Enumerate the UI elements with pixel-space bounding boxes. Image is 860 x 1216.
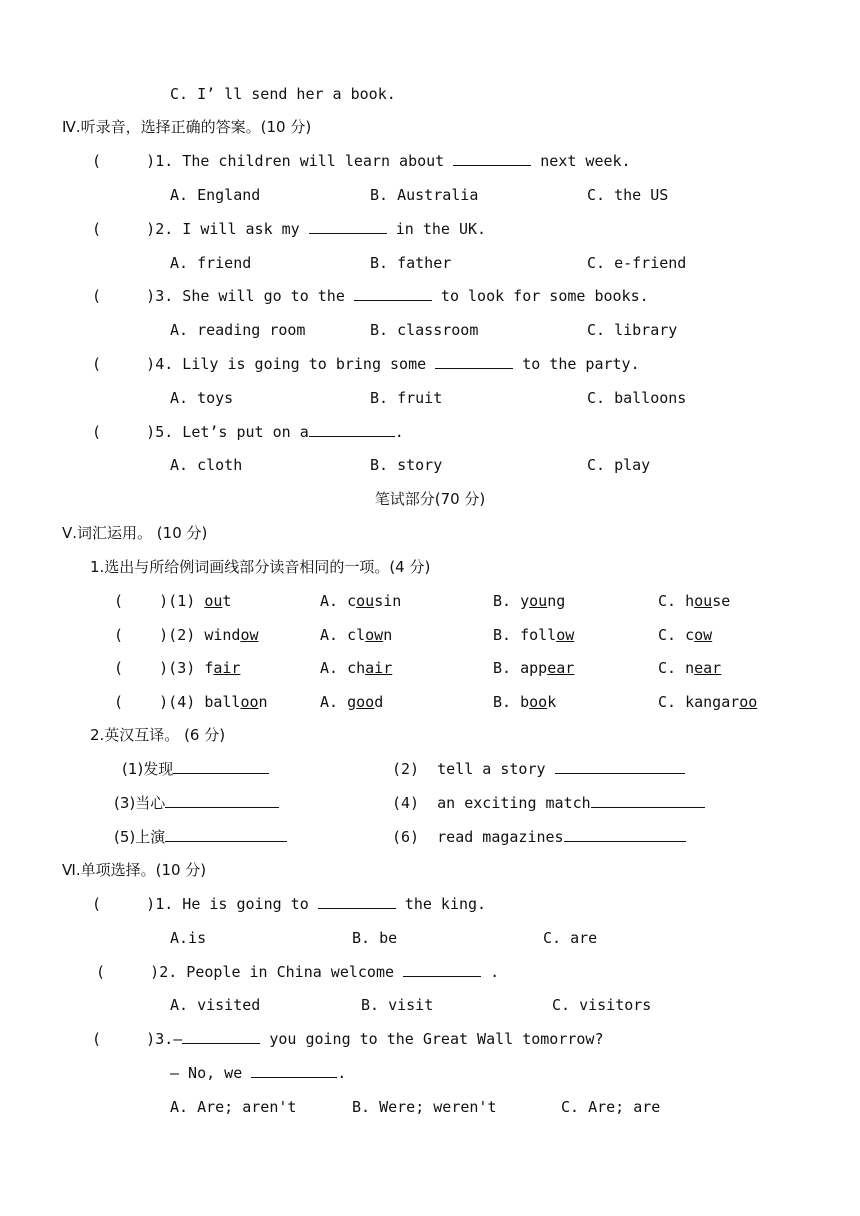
answer-blank[interactable] [173, 759, 269, 774]
option-a: A. chair [320, 659, 393, 677]
answer-blank[interactable] [453, 151, 531, 166]
option-a: A.is [170, 929, 207, 947]
option-b: B. story [370, 456, 443, 474]
answer-blank[interactable] [591, 793, 705, 808]
answer-blank[interactable] [318, 894, 396, 909]
answer-blank[interactable] [435, 354, 513, 369]
option-c: C. house [658, 592, 731, 610]
option-c: C. are [543, 929, 598, 947]
answer-blank[interactable] [165, 827, 287, 842]
answer-blank[interactable] [564, 827, 686, 842]
option-a: A. toys [170, 389, 234, 407]
option-a: A. clown [320, 626, 393, 644]
option-b: B. visit [361, 996, 434, 1014]
option-c: C. library [587, 321, 678, 339]
answer-blank[interactable] [165, 793, 279, 808]
option-a: A. visited [170, 996, 261, 1014]
translate-2: (2) tell a story [392, 759, 685, 779]
translate-4: (4) an exciting match [392, 793, 705, 813]
option-b: B. young [493, 592, 566, 610]
option-a: A. good [320, 693, 384, 711]
option-c: C. near [658, 659, 722, 677]
option-a: A. Are; aren't [170, 1098, 297, 1116]
option-b: B. father [370, 254, 452, 272]
option-c: C. kangaroo [658, 693, 758, 711]
option-a: A. reading room [170, 321, 306, 339]
option-c: C. cow [658, 626, 713, 644]
question-4-2: ( )2. I will ask my in the UK. [92, 220, 487, 238]
translate-6: (6) read magazines [392, 827, 686, 847]
previous-option-c: C. I’ ll send her a book. [170, 85, 396, 103]
option-b: B. follow [493, 626, 575, 644]
option-b: B. Were; weren't [352, 1098, 497, 1116]
part-2-title: 2.英汉互译。 (6 分) [90, 726, 226, 744]
answer-blank[interactable] [309, 422, 395, 437]
option-b: B. Australia [370, 186, 479, 204]
option-a: A. friend [170, 254, 252, 272]
section-6-title: Ⅵ.单项选择。(10 分) [62, 861, 207, 879]
option-a: A. cousin [320, 592, 402, 610]
section-5-title: Ⅴ.词汇运用。 (10 分) [62, 524, 208, 542]
option-b: B. be [352, 929, 398, 947]
question-4-5: ( )5. Let’s put on a . [92, 423, 404, 441]
question-4-1: ( )1. The children will learn about next week. [92, 152, 631, 170]
translate-3: (3)当心 [114, 793, 279, 813]
question-6-2: ( )2. People in China welcome . [96, 963, 500, 981]
phonics-row-4: ( )(4) balloon [114, 693, 268, 711]
option-b: B. appear [493, 659, 575, 677]
option-c: C. e-friend [587, 254, 687, 272]
answer-blank[interactable] [555, 759, 685, 774]
written-part-title: 笔试部分(70 分) [374, 490, 486, 508]
answer-blank[interactable] [309, 219, 387, 234]
answer-blank[interactable] [354, 286, 432, 301]
part-1-title: 1.选出与所给例词画线部分读音相同的一项。(4 分) [90, 558, 431, 576]
phonics-row-1: ( )(1) out [114, 592, 232, 610]
option-b: B. book [493, 693, 557, 711]
answer-blank[interactable] [403, 962, 481, 977]
option-a: A. England [170, 186, 261, 204]
question-6-1: ( )1. He is going to the king. [92, 895, 487, 913]
option-a: A. cloth [170, 456, 243, 474]
answer-blank[interactable] [251, 1063, 337, 1078]
phonics-row-3: ( )(3) fair [114, 659, 241, 677]
answer-blank[interactable] [182, 1029, 260, 1044]
option-c: C. visitors [552, 996, 652, 1014]
question-4-3: ( )3. She will go to the to look for some books. [92, 287, 649, 305]
option-c: C. play [587, 456, 651, 474]
translate-5: (5)上演 [114, 827, 287, 847]
section-4-title: Ⅳ.听录音，选择正确的答案。(10 分) [62, 118, 312, 136]
translate-1: (1)发现 [122, 759, 269, 779]
option-b: B. fruit [370, 389, 443, 407]
option-c: C. balloons [587, 389, 687, 407]
question-6-3-response: — No, we . [170, 1064, 347, 1082]
question-4-4: ( )4. Lily is going to bring some to the party. [92, 355, 640, 373]
option-b: B. classroom [370, 321, 479, 339]
question-6-3: ( )3.— you going to the Great Wall tomorrow? [92, 1030, 604, 1048]
option-c: C. the US [587, 186, 669, 204]
phonics-row-2: ( )(2) window [114, 626, 259, 644]
option-c: C. Are; are [561, 1098, 661, 1116]
